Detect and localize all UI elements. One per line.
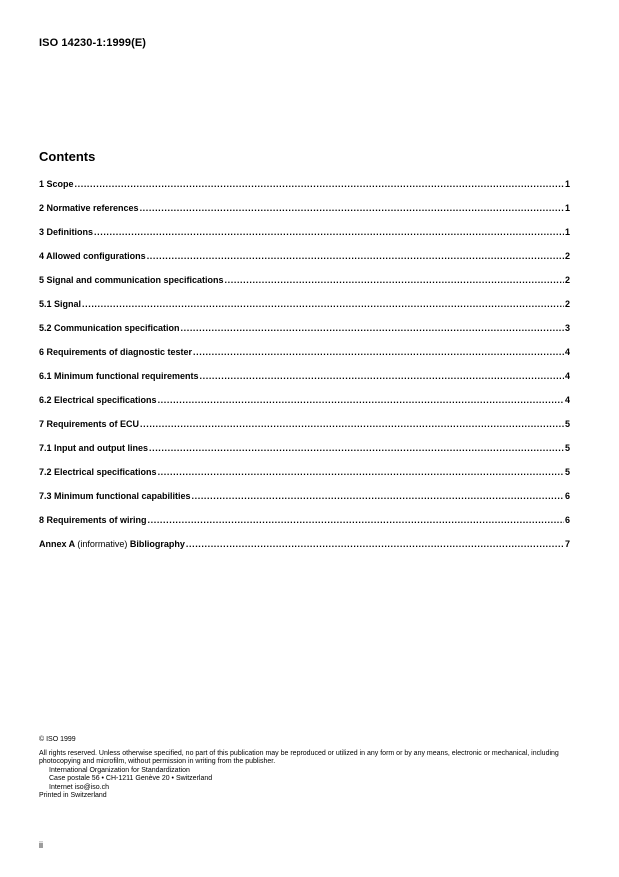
toc-entry-normative-references[interactable] — [39, 202, 570, 226]
annex-label: Annex A — [39, 539, 75, 549]
copyright-line: © ISO 1999 — [39, 736, 76, 743]
toc-entry-signal[interactable] — [39, 298, 570, 322]
organization-address: Case postale 56 • CH-1211 Genève 20 • Switzerland — [49, 775, 213, 782]
toc-entry-communication-specification[interactable] — [39, 322, 570, 346]
annex-title: Bibliography — [129, 539, 185, 549]
toc-dot-leader — [158, 466, 564, 478]
toc-entry-allowed-configurations[interactable] — [39, 250, 570, 274]
toc-dot-leader — [200, 370, 564, 382]
toc-entry-page: 1 — [564, 179, 570, 189]
toc-dot-leader — [75, 178, 564, 190]
toc-dot-leader — [192, 490, 564, 502]
toc-entry-title: 5.1 Signal — [39, 299, 82, 309]
toc-entry-electrical-specifications-ecu[interactable] — [39, 466, 570, 490]
organization-name: International Organization for Standardization — [49, 766, 190, 774]
toc-entry-page: 1 — [564, 227, 570, 237]
rights-statement: All rights reserved. Unless otherwise specified, no part of this publication may be reproduced or utilized in any form or by any means, electronic or mechanical, including photocopying and microfilm, without permission in writing from the publisher. — [39, 749, 559, 765]
toc-dot-leader — [140, 418, 564, 430]
toc-entry-page: 1 — [564, 203, 570, 213]
toc-entry-electrical-specifications-tester[interactable] — [39, 394, 570, 418]
toc-entry-page: 6 — [564, 491, 570, 501]
toc-entry-title — [39, 538, 185, 550]
toc-entry-page: 4 — [564, 371, 570, 381]
toc-entry-requirements-wiring[interactable] — [39, 514, 570, 538]
contents-heading: Contents — [39, 149, 96, 164]
toc-entry-title: 7.2 Electrical specifications — [39, 467, 157, 477]
toc-entry-title: 5.2 Communication specification — [39, 323, 180, 333]
toc-entry-title: 2 Normative references — [39, 203, 139, 213]
toc-entry-page: 5 — [564, 443, 570, 453]
page-number: ii — [39, 840, 43, 850]
toc-entry-requirements-ecu[interactable] — [39, 418, 570, 442]
annex-type: (informative) — [77, 539, 128, 549]
toc-entry-title: 4 Allowed configurations — [39, 251, 146, 261]
toc-entry-annex-a-bibliography[interactable] — [39, 538, 570, 562]
toc-entry-page: 2 — [564, 251, 570, 261]
toc-dot-leader — [186, 538, 564, 550]
toc-dot-leader — [148, 514, 564, 526]
table-of-contents — [39, 178, 570, 562]
document-id-header: ISO 14230-1:1999(E) — [39, 37, 147, 49]
toc-entry-title: 6 Requirements of diagnostic tester — [39, 347, 193, 357]
copyright-notice — [39, 736, 574, 801]
toc-entry-signal-communication-specs[interactable] — [39, 274, 570, 298]
toc-entry-page: 2 — [564, 299, 570, 309]
toc-entry-title: 1 Scope — [39, 179, 74, 189]
toc-entry-page: 3 — [564, 323, 570, 333]
toc-entry-title: 5 Signal and communication specifications — [39, 275, 224, 285]
toc-dot-leader — [82, 298, 564, 310]
toc-entry-page: 4 — [564, 395, 570, 405]
toc-entry-scope[interactable] — [39, 178, 570, 202]
toc-entry-page: 5 — [564, 467, 570, 477]
toc-entry-page: 4 — [564, 347, 570, 357]
toc-entry-requirements-diagnostic-tester[interactable] — [39, 346, 570, 370]
toc-dot-leader — [140, 202, 564, 214]
toc-entry-definitions[interactable] — [39, 226, 570, 250]
toc-dot-leader — [193, 346, 564, 358]
organization-internet: Internet iso@iso.ch — [49, 783, 110, 791]
toc-entry-page: 2 — [564, 275, 570, 285]
toc-entry-title: 8 Requirements of wiring — [39, 515, 147, 525]
toc-entry-input-output-lines[interactable] — [39, 442, 570, 466]
toc-dot-leader — [147, 250, 564, 262]
toc-entry-title: 6.2 Electrical specifications — [39, 395, 157, 405]
toc-entry-title: 6.1 Minimum functional requirements — [39, 371, 199, 381]
toc-entry-page: 5 — [564, 419, 570, 429]
toc-entry-page: 6 — [564, 515, 570, 525]
toc-entry-title: 3 Definitions — [39, 227, 94, 237]
toc-entry-title: 7.1 Input and output lines — [39, 443, 148, 453]
toc-entry-minimum-functional-capabilities[interactable] — [39, 490, 570, 514]
toc-dot-leader — [181, 322, 564, 334]
toc-entry-title: 7 Requirements of ECU — [39, 419, 140, 429]
toc-dot-leader — [149, 442, 564, 454]
toc-entry-page: 7 — [564, 539, 570, 549]
toc-entry-minimum-functional-requirements[interactable] — [39, 370, 570, 394]
toc-entry-title: 7.3 Minimum functional capabilities — [39, 491, 191, 501]
toc-dot-leader — [94, 226, 564, 238]
toc-dot-leader — [225, 274, 564, 286]
toc-dot-leader — [158, 394, 564, 406]
printed-in: Printed in Switzerland — [39, 792, 107, 799]
